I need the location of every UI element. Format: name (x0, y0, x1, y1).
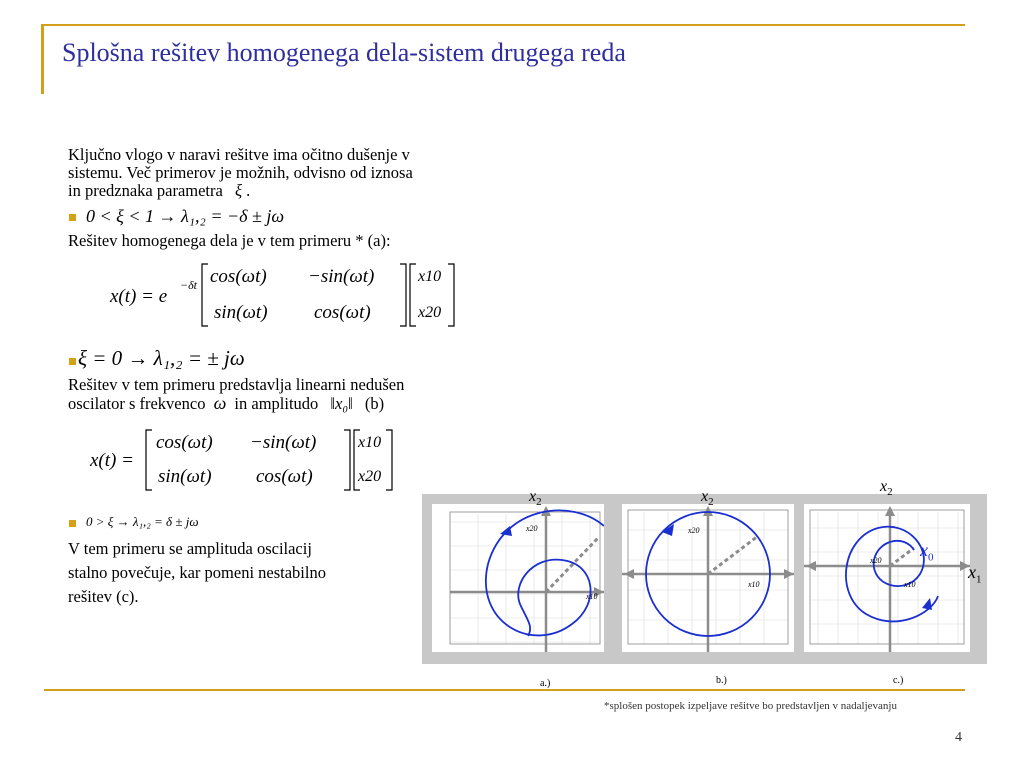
case-b-line-2: oscilator s frekvenco ω in amplitudo ‖x₀‖ (b) (68, 393, 385, 413)
plot-b-x10: x10 (748, 580, 760, 589)
slide-title: Splošna rešitev homogenega dela-sistem drugega reda (62, 38, 626, 67)
case-c-line-2: stalno povečuje, kar pomeni nestabilno (68, 563, 326, 582)
case-b-m21: sin(ωt) (158, 466, 212, 487)
case-a-text: Rešitev homogenega dela je v tem primeru * (a): (68, 231, 391, 250)
case-a-v1: x10 (418, 268, 442, 285)
footnote: *splošen postopek izpeljave rešitve bo predstavljen v nadaljevanju (604, 700, 897, 712)
xi-symbol: ξ (234, 181, 243, 200)
case-c-line-3: rešitev (c). (68, 587, 139, 606)
plot-b-graphics (622, 504, 794, 652)
left-rule (41, 24, 44, 94)
plot-b-axis-y-label: $x_2$ (701, 488, 714, 509)
plot-c-x0-label: $x_0$ (920, 540, 934, 564)
plot-c (804, 504, 970, 652)
case-a-m11: cos(ωt) (210, 266, 267, 287)
plot-a (432, 504, 604, 652)
case-a-matrix-equation (110, 262, 470, 330)
case-b-m12: −sin(ωt) (250, 432, 317, 453)
case-b-line-1: Rešitev v tem primeru predstavlja linearni nedušen (68, 375, 405, 394)
case-a-m21: sin(ωt) (214, 302, 268, 323)
plot-a-x10: x10 (586, 592, 598, 601)
intro-line-1: Ključno vlogo v naravi rešitve ima očitno dušenje v (68, 145, 410, 164)
plot-b-x20: x20 (688, 526, 700, 535)
case-b-lhs: x(t) = (90, 450, 134, 471)
case-b-matrix-equation (90, 428, 410, 494)
plot-a-x20: x20 (526, 524, 538, 533)
plot-c-graphics (804, 504, 970, 652)
omega-symbol: ω (213, 393, 227, 413)
plot-a-axis-y-label: $x_2$ (529, 488, 542, 509)
case-b-condition: ξ = 0 → λ₁,₂ = ± jω (78, 346, 245, 370)
case-a-exponent: −δt (180, 278, 198, 292)
bullet-a (69, 214, 76, 221)
top-rule (44, 24, 965, 26)
caption-a: a.) (540, 678, 551, 689)
case-b-v2: x20 (358, 468, 382, 485)
bottom-rule (44, 689, 965, 691)
case-a-condition: 0 < ξ < 1 → λ₁,₂ = −δ ± jω (86, 206, 285, 226)
plot-c-axis-y-label: $x_2$ (880, 478, 893, 499)
case-a-v2: x20 (418, 304, 442, 321)
bullet-c (69, 520, 76, 527)
phase-plots-panel (422, 494, 987, 664)
bullet-b (69, 358, 76, 365)
case-a-brackets (110, 262, 470, 330)
case-b-m22: cos(ωt) (256, 466, 313, 487)
case-a-lhs: x(t) = e (110, 286, 168, 307)
case-a-m22: cos(ωt) (314, 302, 371, 323)
plot-c-x20: x20 (870, 556, 882, 565)
amplitude-norm: ‖x₀‖ (330, 394, 353, 413)
caption-b: b.) (716, 675, 727, 686)
caption-c: c.) (893, 675, 904, 686)
intro-line-2: sistemu. Več primerov je možnih, odvisno od iznosa (68, 163, 413, 182)
case-b-m11: cos(ωt) (156, 432, 213, 453)
page-number: 4 (955, 730, 962, 745)
plot-c-x10: x10 (904, 580, 916, 589)
intro-line-3: in predznaka parametra ξ . (68, 181, 251, 200)
case-a-m12: −sin(ωt) (308, 266, 375, 287)
plot-c-axis-x-label: $x_1$ (968, 562, 982, 586)
case-c-condition: 0 > ξ → λ₁,₂ = δ ± jω (86, 514, 199, 529)
case-c-line-1: V tem primeru se amplituda oscilacij (68, 539, 312, 558)
plot-b (622, 504, 794, 652)
case-b-v1: x10 (358, 434, 382, 451)
plot-a-graphics (432, 504, 604, 652)
